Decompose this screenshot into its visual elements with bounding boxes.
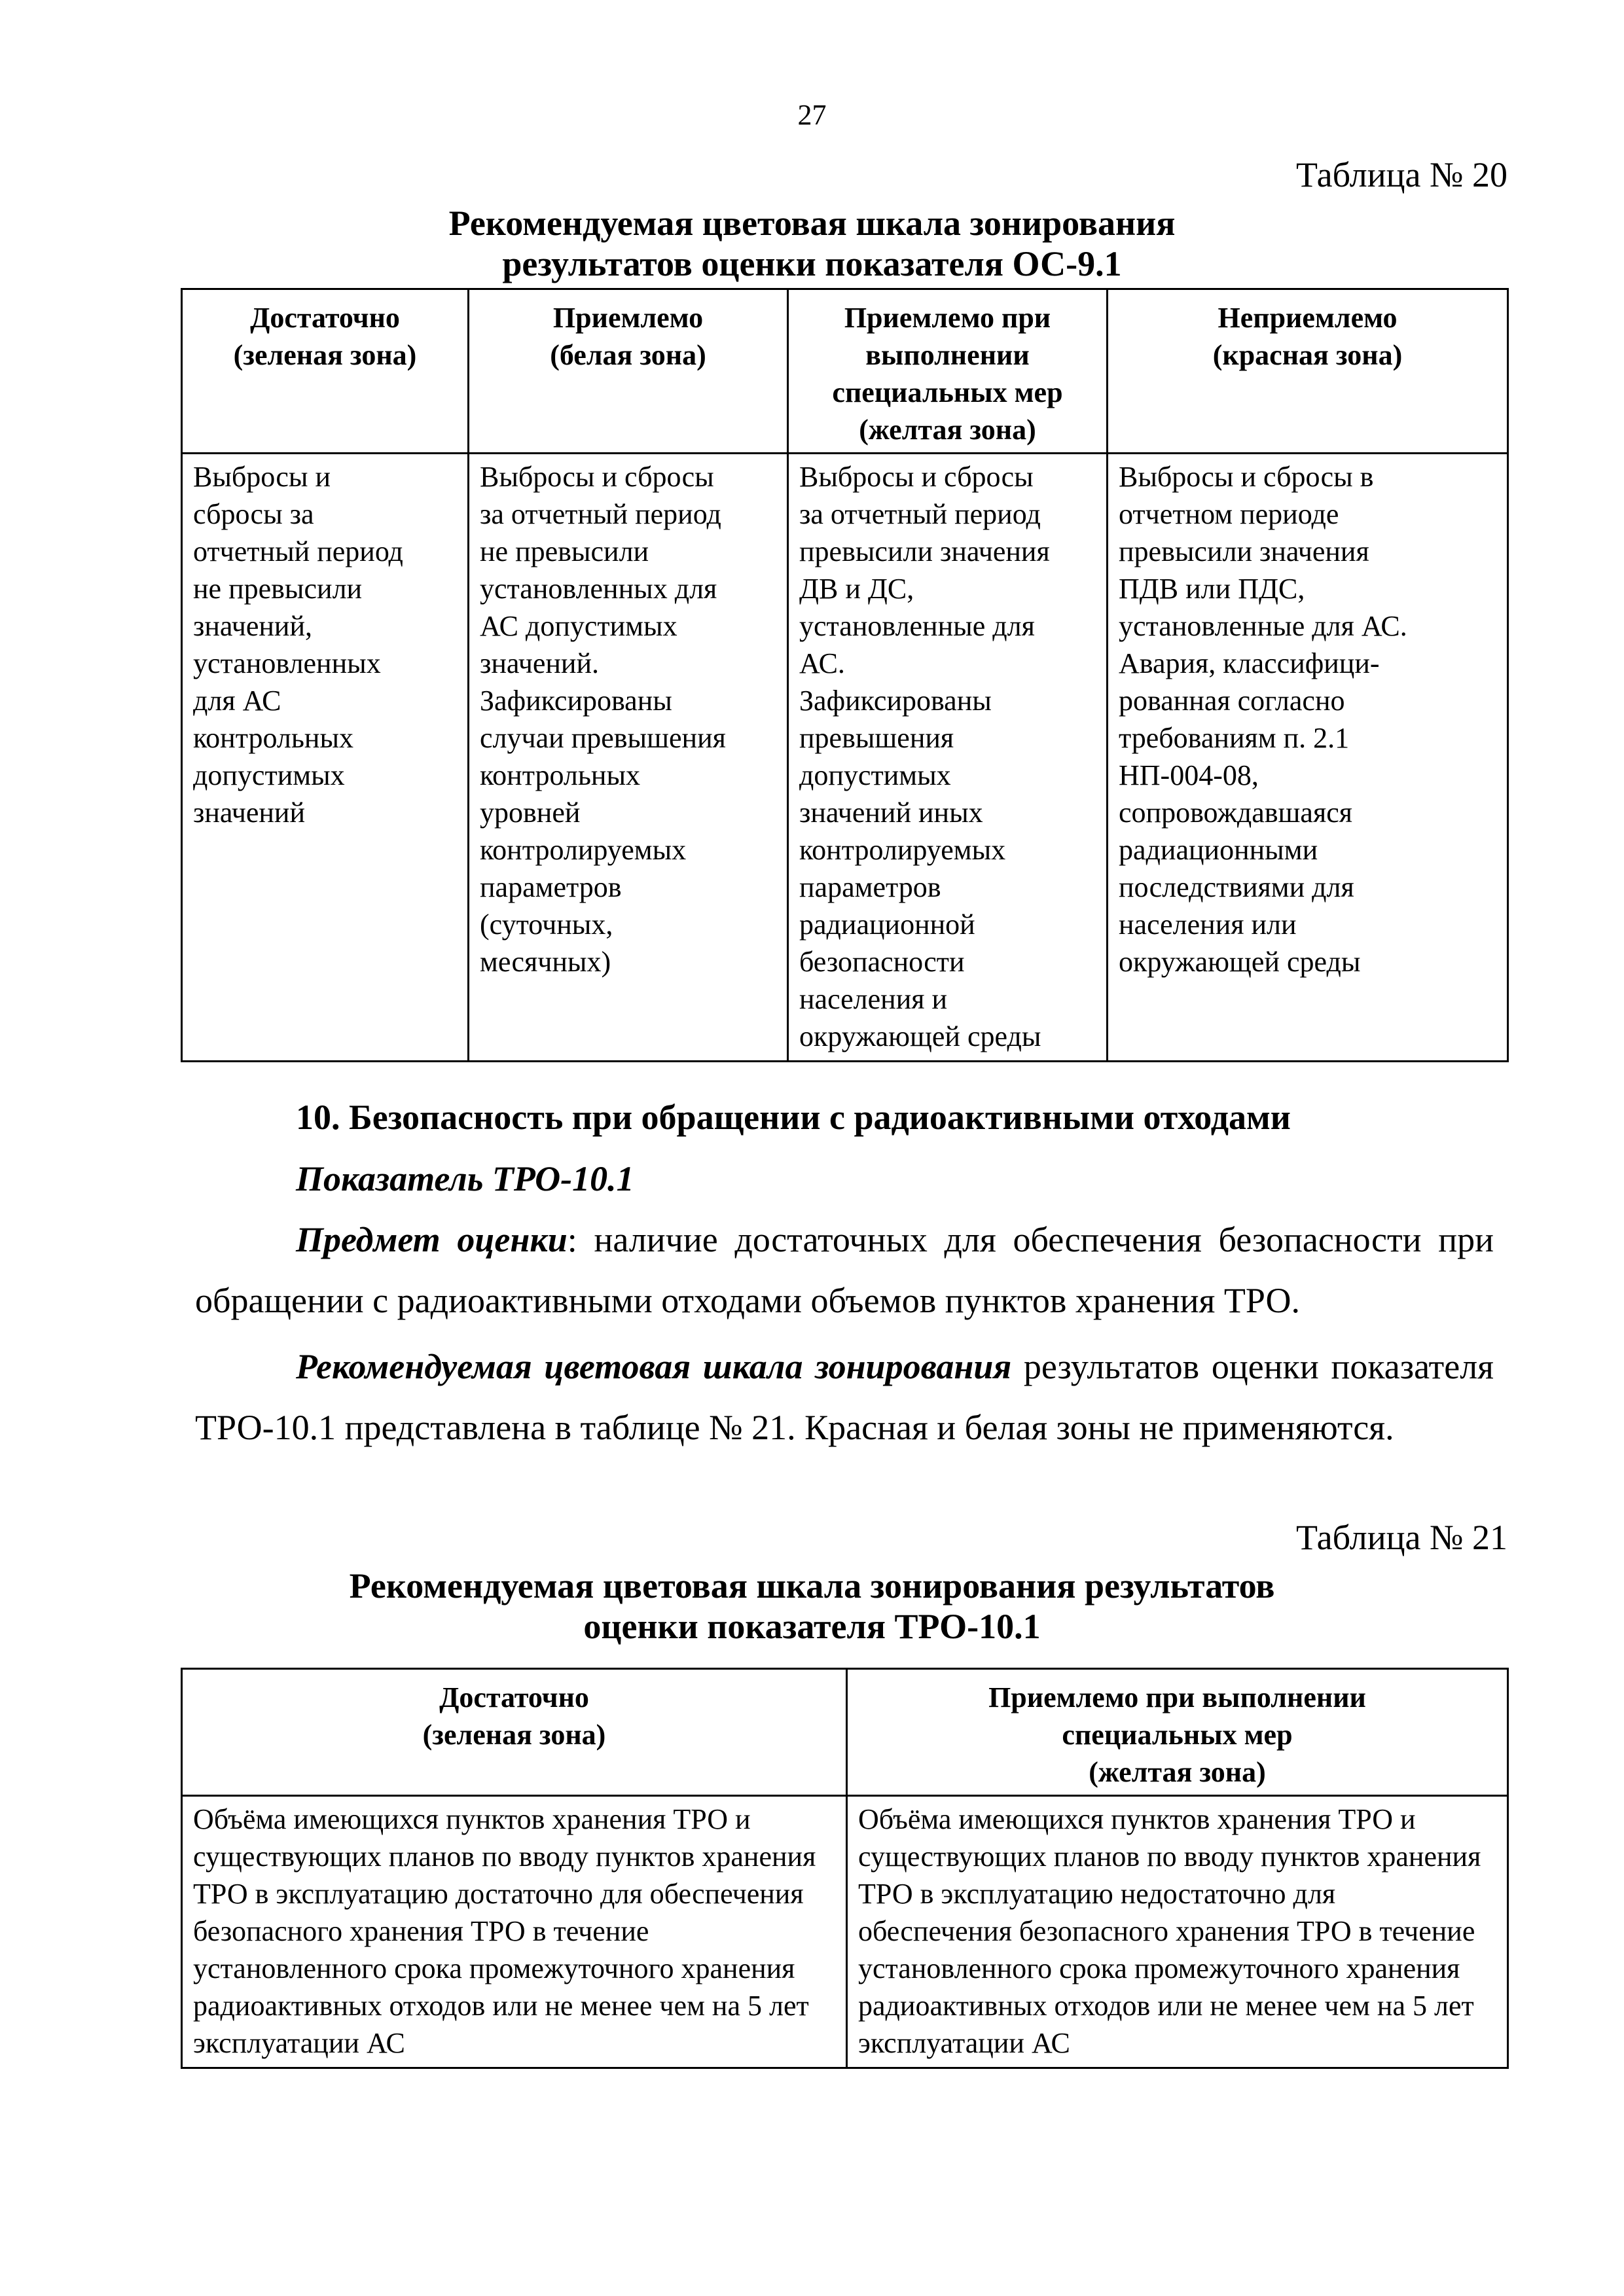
table-20-title-line-1: Рекомендуемая цветовая шкала зонирования — [448, 204, 1176, 243]
header-yellow-zone: Приемлемо при выполнении специальных мер (желтая зона) — [847, 1669, 1508, 1796]
table-21-title — [0, 1566, 1624, 1647]
header-yellow-zone: Приемлемо при выполнении специальных мер (желтая зона) — [788, 289, 1108, 454]
header-green-zone: Достаточно (зеленая зона) — [182, 1669, 847, 1796]
subject-paragraph — [195, 1210, 1494, 1331]
indicator-title: Показатель ТРО-10.1 — [296, 1159, 634, 1198]
header-green-zone: Достаточно (зеленая зона) — [182, 289, 469, 454]
scale-lead: Рекомендуемая цветовая шкала зонирования — [296, 1347, 1012, 1386]
table-20-caption: Таблица № 20 — [1296, 155, 1507, 194]
table-row — [182, 1796, 1508, 2068]
cell-white-zone: Выбросы и сбросы за отчетный период не превысили установленных для АС допустимых значений. Зафиксированы случаи превышения контрольных уровней контролируемых параметров (суточных, месячных) — [469, 454, 788, 1062]
cell-yellow-zone: Объёма имеющихся пунктов хранения ТРО и существующих планов по вводу пунктов хранения ТРО в эксплуатацию недостаточно для обеспечения безопасного хранения ТРО в течение установленного срока промежуточного хранения радиоактивных отходов или не менее чем на 5 лет эксплуатации АС — [847, 1796, 1508, 2068]
table-21-title-line-2: оценки показателя ТРО-10.1 — [583, 1607, 1041, 1646]
header-white-zone: Приемлемо (белая зона) — [469, 289, 788, 454]
table-21-header-row — [182, 1669, 1508, 1796]
section-heading: 10. Безопасность при обращении с радиоактивными отходами — [296, 1098, 1291, 1137]
cell-yellow-zone: Выбросы и сбросы за отчетный период превысили значения ДВ и ДС, установленные для АС. Зафиксированы превышения допустимых значений иных контролируемых параметров радиационной безопасности населения и окружающей среды — [788, 454, 1108, 1062]
table-21-caption: Таблица № 21 — [1296, 1518, 1507, 1557]
cell-green-zone: Объёма имеющихся пунктов хранения ТРО и существующих планов по вводу пунктов хранения ТРО в эксплуатацию достаточно для обеспечения безопасного хранения ТРО в течение установленного срока промежуточного хранения радиоактивных отходов или не менее чем на 5 лет эксплуатации АС — [182, 1796, 847, 2068]
scale-paragraph — [195, 1336, 1494, 1458]
subject-lead: Предмет оценки — [296, 1220, 568, 1259]
table-21 — [181, 1668, 1509, 2069]
subject-text: : наличие достаточных для обеспечения безопасности при обращении с радиоактивными отходами объемов пунктов хранения ТРО. — [195, 1220, 1494, 1320]
table-20-title-line-2: результатов оценки показателя ОС-9.1 — [502, 244, 1122, 283]
table-20 — [181, 288, 1509, 1062]
cell-green-zone: Выбросы и сбросы за отчетный период не превысили значений, установленных для АС контрольных допустимых значений — [182, 454, 469, 1062]
page-number: 27 — [797, 99, 827, 131]
table-20-header-row — [182, 289, 1508, 454]
table-20-title — [0, 203, 1624, 284]
cell-red-zone: Выбросы и сбросы в отчетном периоде превысили значения ПДВ или ПДС, установленные для АС. Авария, классифици- рованная согласно требованиям п. 2.1 НП-004-08, сопровождавшаяся радиационными последствиями для населения или окружающей среды — [1108, 454, 1508, 1062]
table-21-title-line-1: Рекомендуемая цветовая шкала зонирования результатов — [349, 1566, 1275, 1605]
table-row — [182, 454, 1508, 1062]
scale-text: результатов оценки показателя ТРО-10.1 представлена в таблице № 21. Красная и белая зоны не применяются. — [195, 1347, 1494, 1447]
header-red-zone: Неприемлемо (красная зона) — [1108, 289, 1508, 454]
